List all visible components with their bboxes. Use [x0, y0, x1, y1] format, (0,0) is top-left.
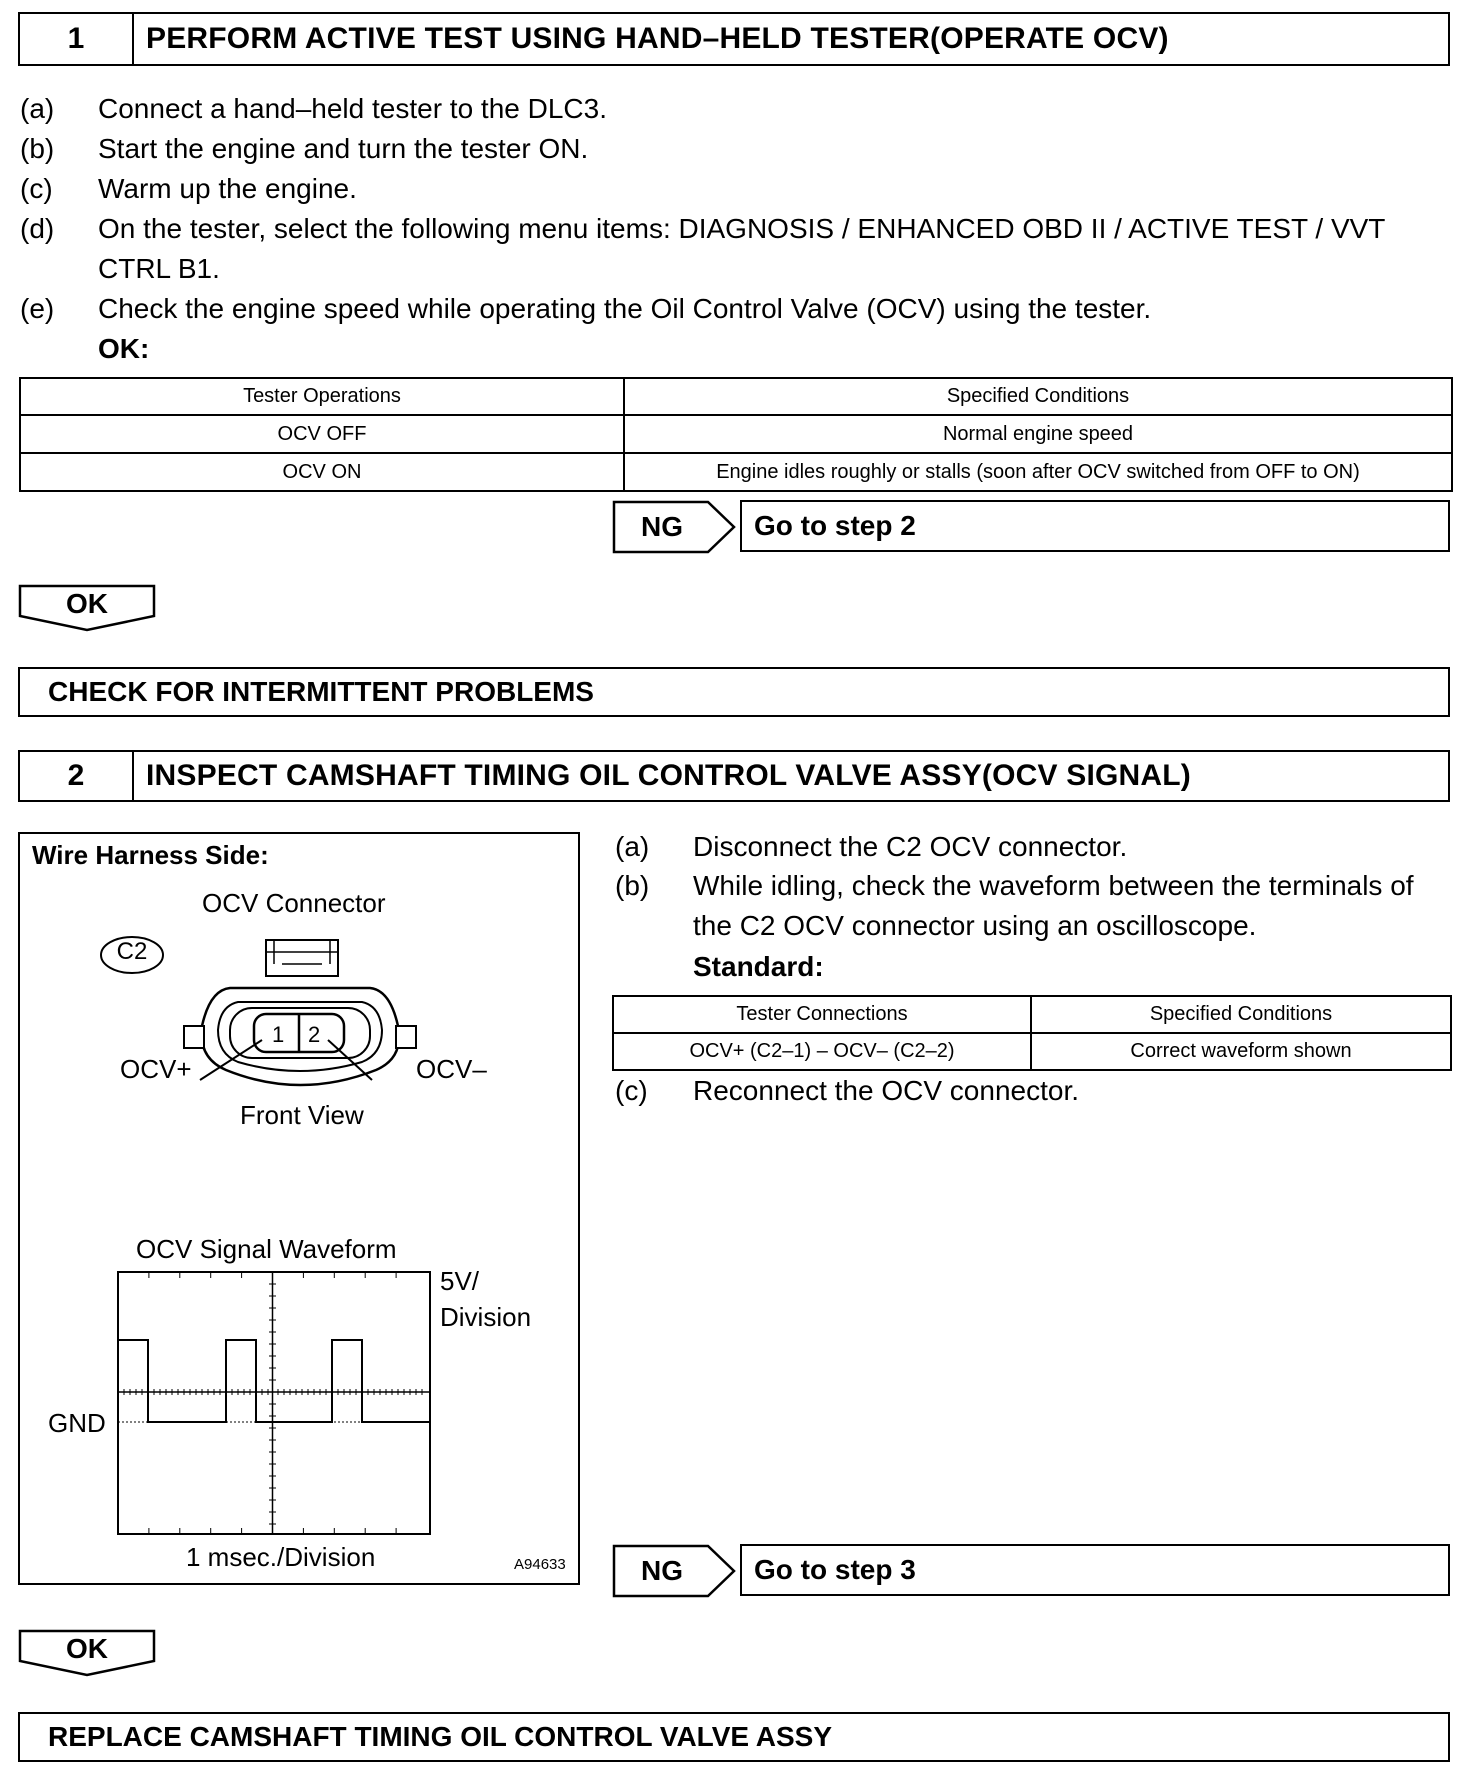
instruction-label: (a): [20, 93, 55, 124]
time-div-label: 1 msec./Division: [186, 1542, 376, 1572]
step2-header: [18, 750, 1450, 802]
instruction-text: Reconnect the OCV connector.: [693, 1075, 1079, 1106]
table-cell: OCV OFF: [20, 415, 624, 453]
instruction-label: (a): [615, 831, 650, 862]
ok-label: OK: [66, 1633, 108, 1664]
step2-instruction-a: [615, 830, 1455, 864]
step2-instruction-c: [615, 1074, 1455, 1108]
step2-instruction-b: [615, 869, 1455, 949]
volt-div-label-2: Division: [440, 1302, 532, 1332]
instruction-text: Disconnect the C2 OCV connector.: [693, 831, 1128, 862]
ng-label: NG: [641, 1555, 683, 1586]
step1-header: [18, 12, 1450, 66]
instruction-text: Check the engine speed while operating the Oil Control Valve (OCV) using the tester.: [98, 293, 1152, 324]
step1-instruction-c: [20, 172, 1460, 206]
table-header: Tester Operations: [20, 378, 624, 415]
table-row: [20, 415, 1452, 453]
instruction-label: (d): [20, 213, 55, 244]
table-header-row: [20, 378, 1452, 415]
pin-plus-label: OCV+: [120, 1054, 192, 1084]
pin-1-label: 1: [272, 1022, 285, 1047]
go-to-step-3[interactable]: Go to step 3: [740, 1544, 1450, 1596]
step1-number: 1: [20, 14, 134, 64]
wiring-figure: [18, 832, 580, 1585]
instruction-label: (b): [615, 870, 650, 901]
table-row: [20, 453, 1452, 491]
connector-code: C2: [116, 938, 148, 965]
go-to-step-2[interactable]: Go to step 2: [740, 500, 1450, 552]
instruction-text: While idling, check the waveform between the terminals of the C2 OCV connector using an oscilloscope.: [693, 870, 1414, 941]
instruction-label: (e): [20, 293, 55, 324]
step1-ok-label: OK:: [98, 333, 150, 364]
standard-label: Standard:: [693, 951, 824, 982]
connector-front-icon: [170, 930, 430, 1120]
step2-spec-table: [612, 995, 1452, 1071]
figure-id: A94633: [514, 1556, 566, 1573]
gnd-label: GND: [48, 1408, 106, 1438]
table-row: [613, 1033, 1451, 1070]
front-view-label: Front View: [240, 1100, 364, 1130]
instruction-text: Start the engine and turn the tester ON.: [98, 133, 589, 164]
step2-number: 2: [20, 752, 134, 800]
instruction-text: Warm up the engine.: [98, 173, 357, 204]
step1-instruction-d: [20, 212, 1462, 286]
table-header: Specified Conditions: [624, 378, 1452, 415]
table-cell: OCV+ (C2–1) – OCV– (C2–2): [613, 1033, 1031, 1070]
step1-title: PERFORM ACTIVE TEST USING HAND–HELD TESTER(OPERATE OCV): [146, 22, 1169, 55]
table-header: Tester Connections: [613, 996, 1031, 1033]
waveform-plot: [116, 1270, 434, 1538]
replace-ocv-box: REPLACE CAMSHAFT TIMING OIL CONTROL VALVE ASSY: [18, 1712, 1450, 1762]
instruction-label: (c): [615, 1075, 648, 1106]
table-header: Specified Conditions: [1031, 996, 1451, 1033]
instruction-label: (b): [20, 133, 55, 164]
table-cell: Normal engine speed: [624, 415, 1452, 453]
step1-instruction-a: [20, 92, 1460, 126]
volt-div-label-1: 5V/: [440, 1266, 480, 1296]
instruction-text: On the tester, select the following menu items: DIAGNOSIS / ENHANCED OBD II / ACTIVE TEST / VVT CTRL B1.: [98, 213, 1385, 284]
table-header-row: [613, 996, 1451, 1033]
connector-title: OCV Connector: [202, 888, 386, 918]
table-cell: Engine idles roughly or stalls (soon after OCV switched from OFF to ON): [624, 453, 1452, 491]
step1-instruction-b: [20, 132, 1460, 166]
check-intermittent-box: CHECK FOR INTERMITTENT PROBLEMS: [18, 667, 1450, 717]
step1-instruction-e: [20, 292, 1460, 326]
table-cell: OCV ON: [20, 453, 624, 491]
pin-minus-label: OCV–: [416, 1054, 487, 1084]
table-cell: Correct waveform shown: [1031, 1033, 1451, 1070]
figure-heading: Wire Harness Side:: [32, 840, 269, 870]
step1-spec-table: [19, 377, 1453, 492]
step2-title: INSPECT CAMSHAFT TIMING OIL CONTROL VALVE ASSY(OCV SIGNAL): [146, 759, 1191, 792]
instruction-label: (c): [20, 173, 53, 204]
waveform-title: OCV Signal Waveform: [136, 1234, 397, 1264]
pin-2-label: 2: [308, 1022, 321, 1047]
instruction-text: Connect a hand–held tester to the DLC3.: [98, 93, 608, 124]
ng-label: NG: [641, 511, 683, 542]
ok-label: OK: [66, 588, 108, 619]
